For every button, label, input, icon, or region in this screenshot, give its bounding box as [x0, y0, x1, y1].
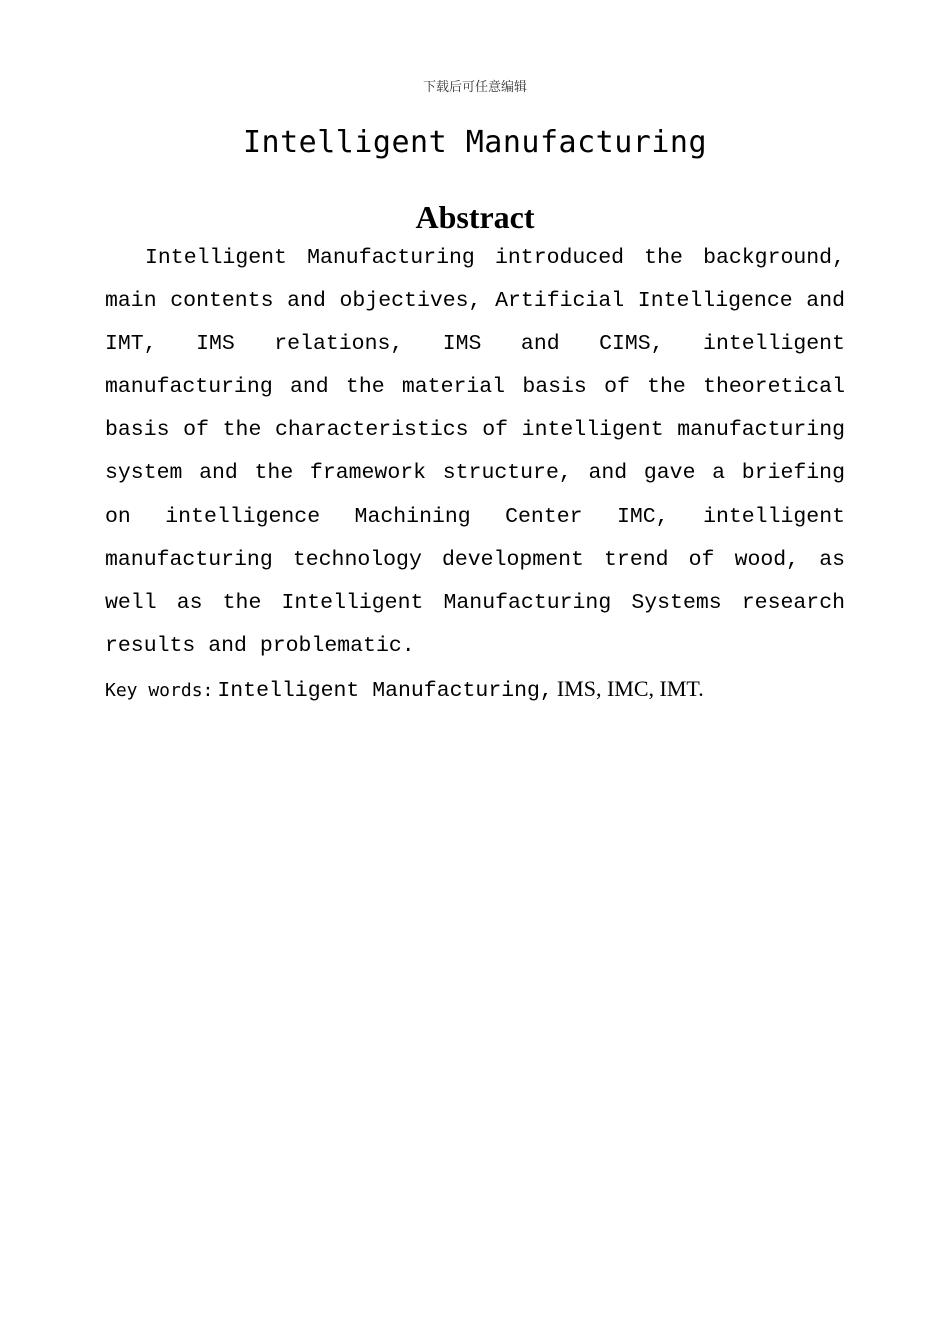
keywords-line [105, 667, 845, 713]
keyword-rest: IMS, IMC, IMT. [556, 676, 704, 701]
document-title: Intelligent Manufacturing [242, 125, 708, 160]
keywords-label: Key words: [105, 680, 214, 701]
keyword-primary: Intelligent Manufacturing, [217, 679, 553, 703]
header-note: 下载后可任意编辑 [422, 80, 527, 95]
abstract-heading: Abstract [415, 199, 535, 235]
abstract-body: Intelligent Manufacturing introduced the background, main contents and objectives, Artificial Intelligence and IMT, IMS relations, IMS and CIMS, intelligent manufacturing and the material basis of the theoretical basis of the characteristics of intelligent manufacturing system and the framework structure, and gave a briefing on intelligence Machining Center IMC, intelligent manufacturing technology development trend of wood, as well as the Intelligent Manufacturing Systems research results and problematic. [105, 246, 845, 658]
